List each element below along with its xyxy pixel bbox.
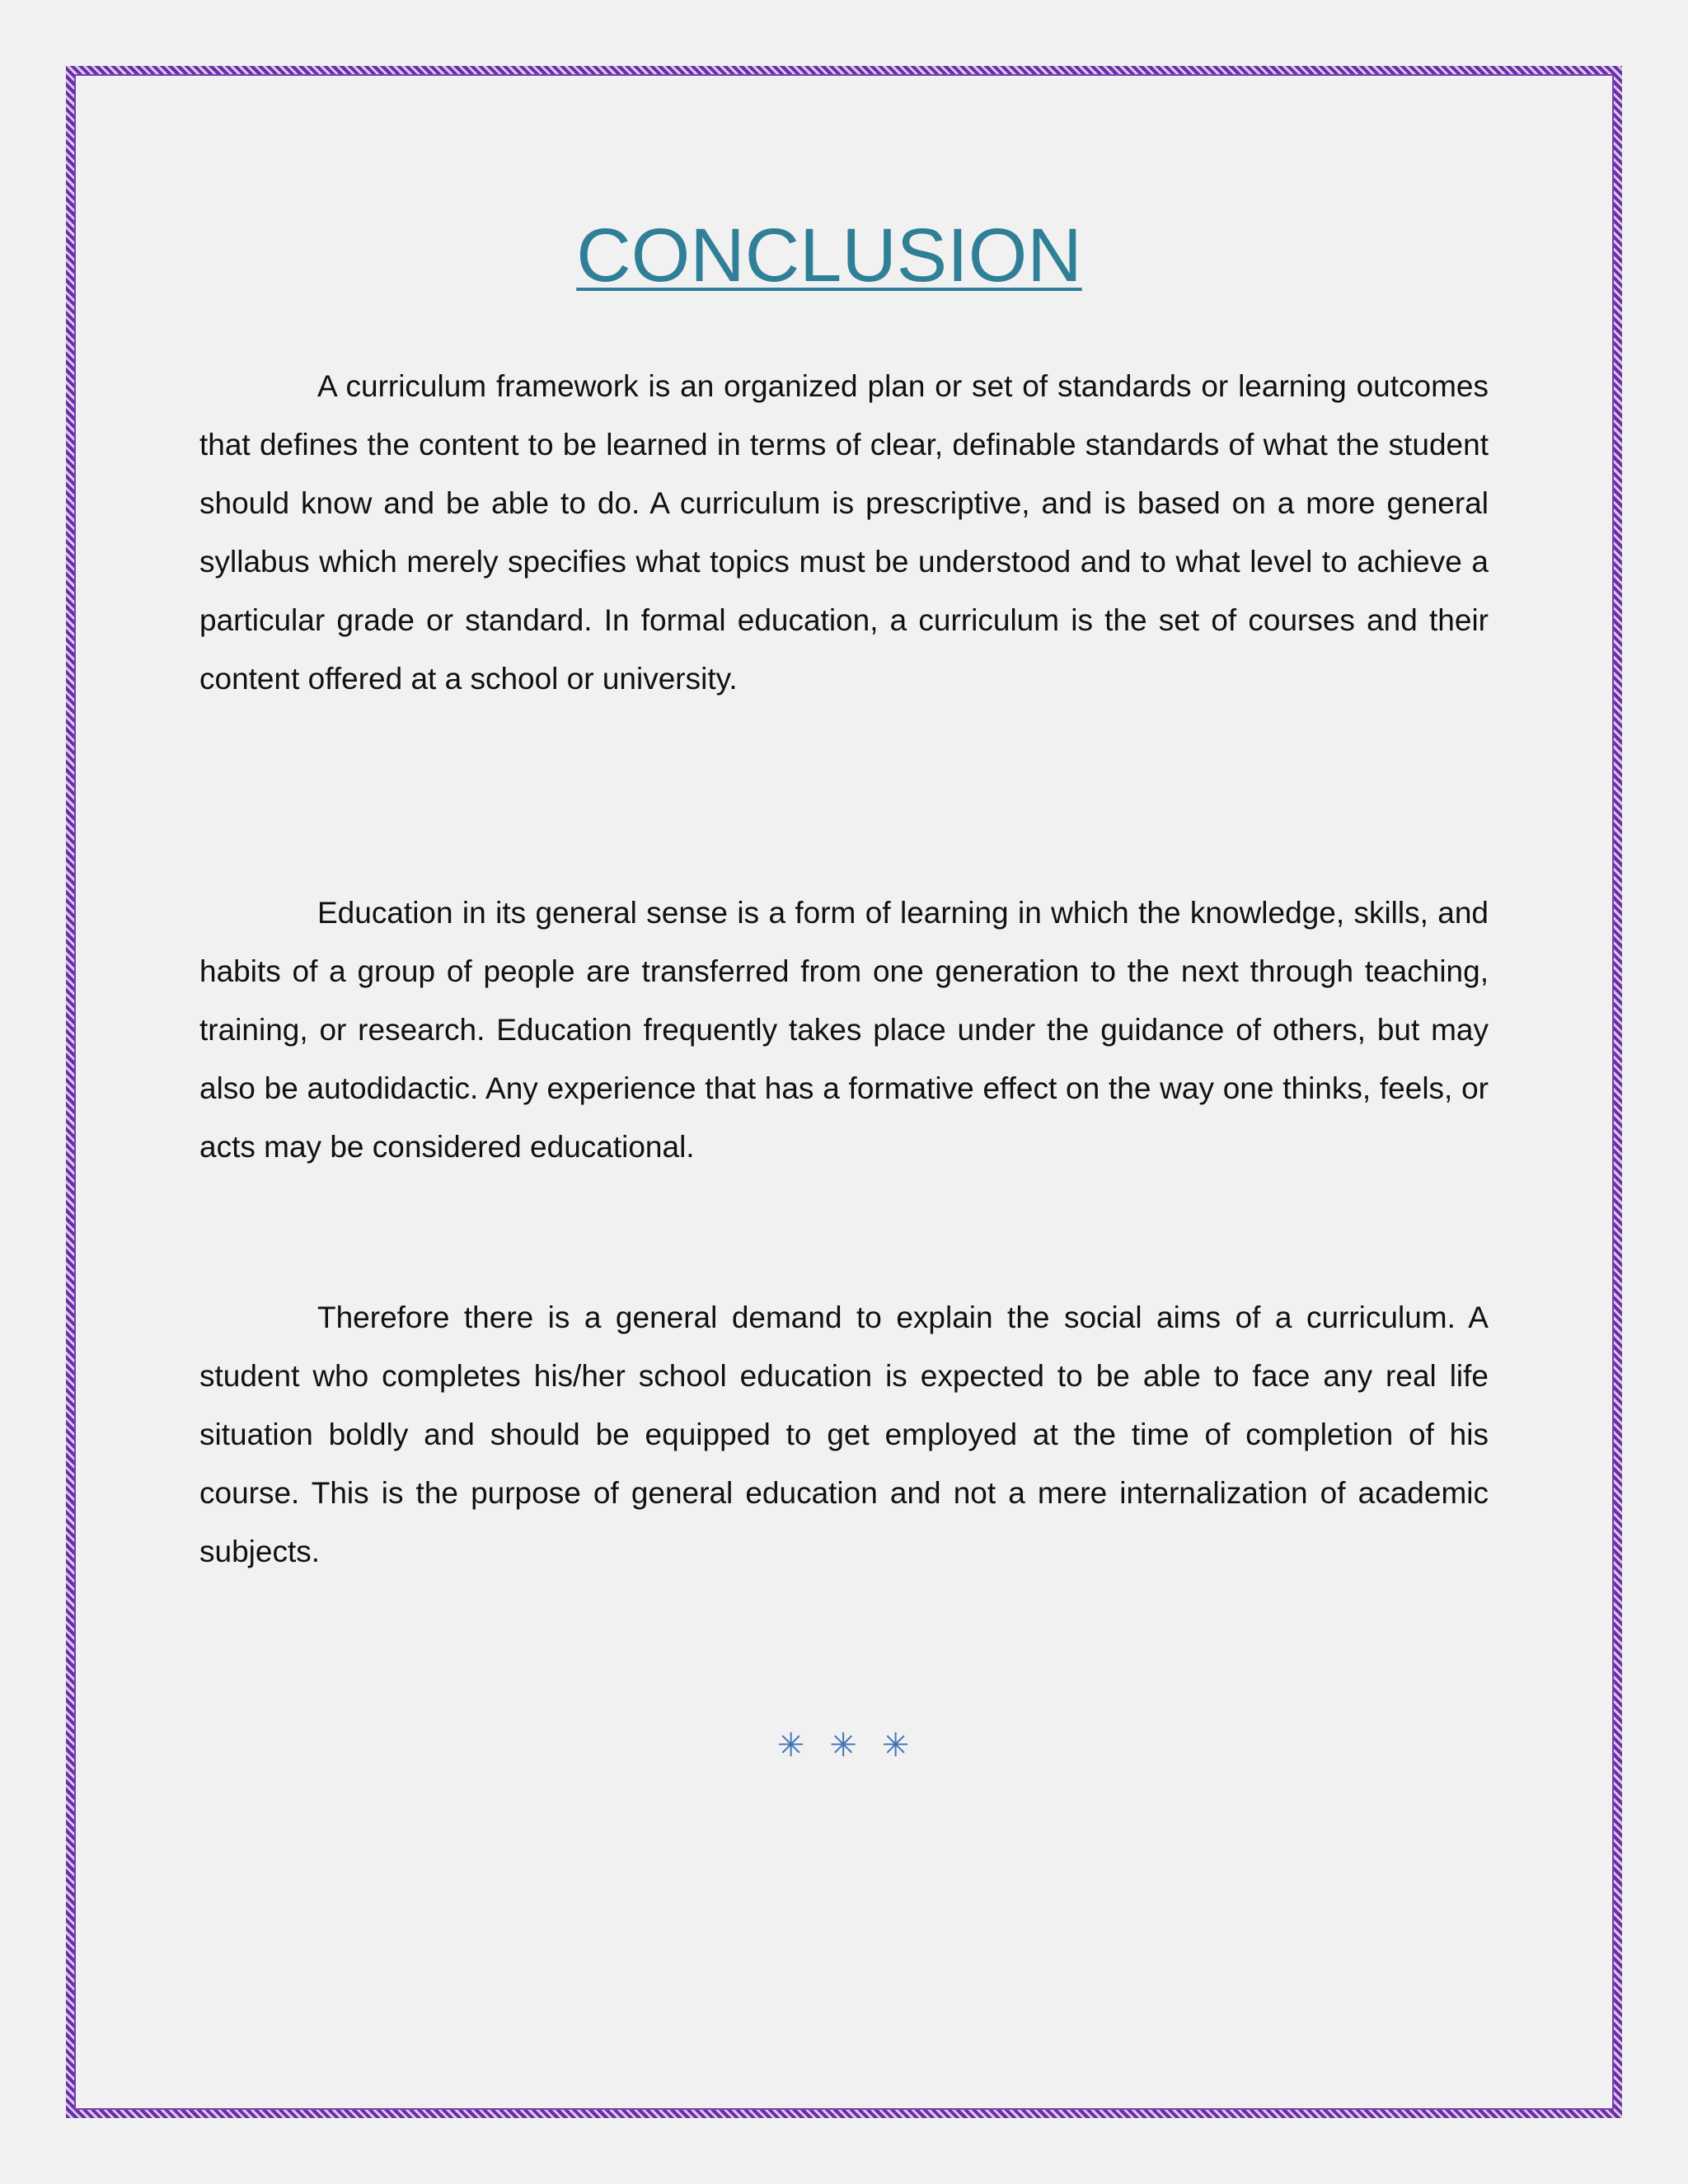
paragraph-social-aims: Therefore there is a general demand to explain the social aims of a curriculum. A student who completes his/her school education is expected to be able to face any real life situation boldly and should be equipped to get employed at the time of completion of his course. This is the purpose of general education and not a mere internalization of academic subjects. bbox=[199, 1301, 1489, 1568]
page-title bbox=[0, 210, 1688, 301]
page-title-text: CONCLUSION bbox=[576, 213, 1082, 298]
paragraph-curriculum-framework: A curriculum framework is an organized plan or set of standards or learning outcomes that defines the content to be learned in terms of clear, definable standards of what the student should know and be able to do. A curriculum is prescriptive, and is based on a more general syllabus which merely specifies what topics must be understood and to what level to achieve a particular grade or standard. In formal education, a curriculum is the set of courses and their content offered at a school or university. bbox=[199, 369, 1489, 696]
asterism-ornament: ✳✳✳ bbox=[776, 1727, 935, 1765]
paragraph-education: Education in its general sense is a form of learning in which the knowledge, skills, and habits of a group of people are transferred from one generation to the next through teaching, training, or research. Education frequently takes place under the guidance of others, but may also be autodidactic. Any experience that has a formative effect on the way one thinks, feels, or acts may be considered educational. bbox=[199, 896, 1489, 1164]
